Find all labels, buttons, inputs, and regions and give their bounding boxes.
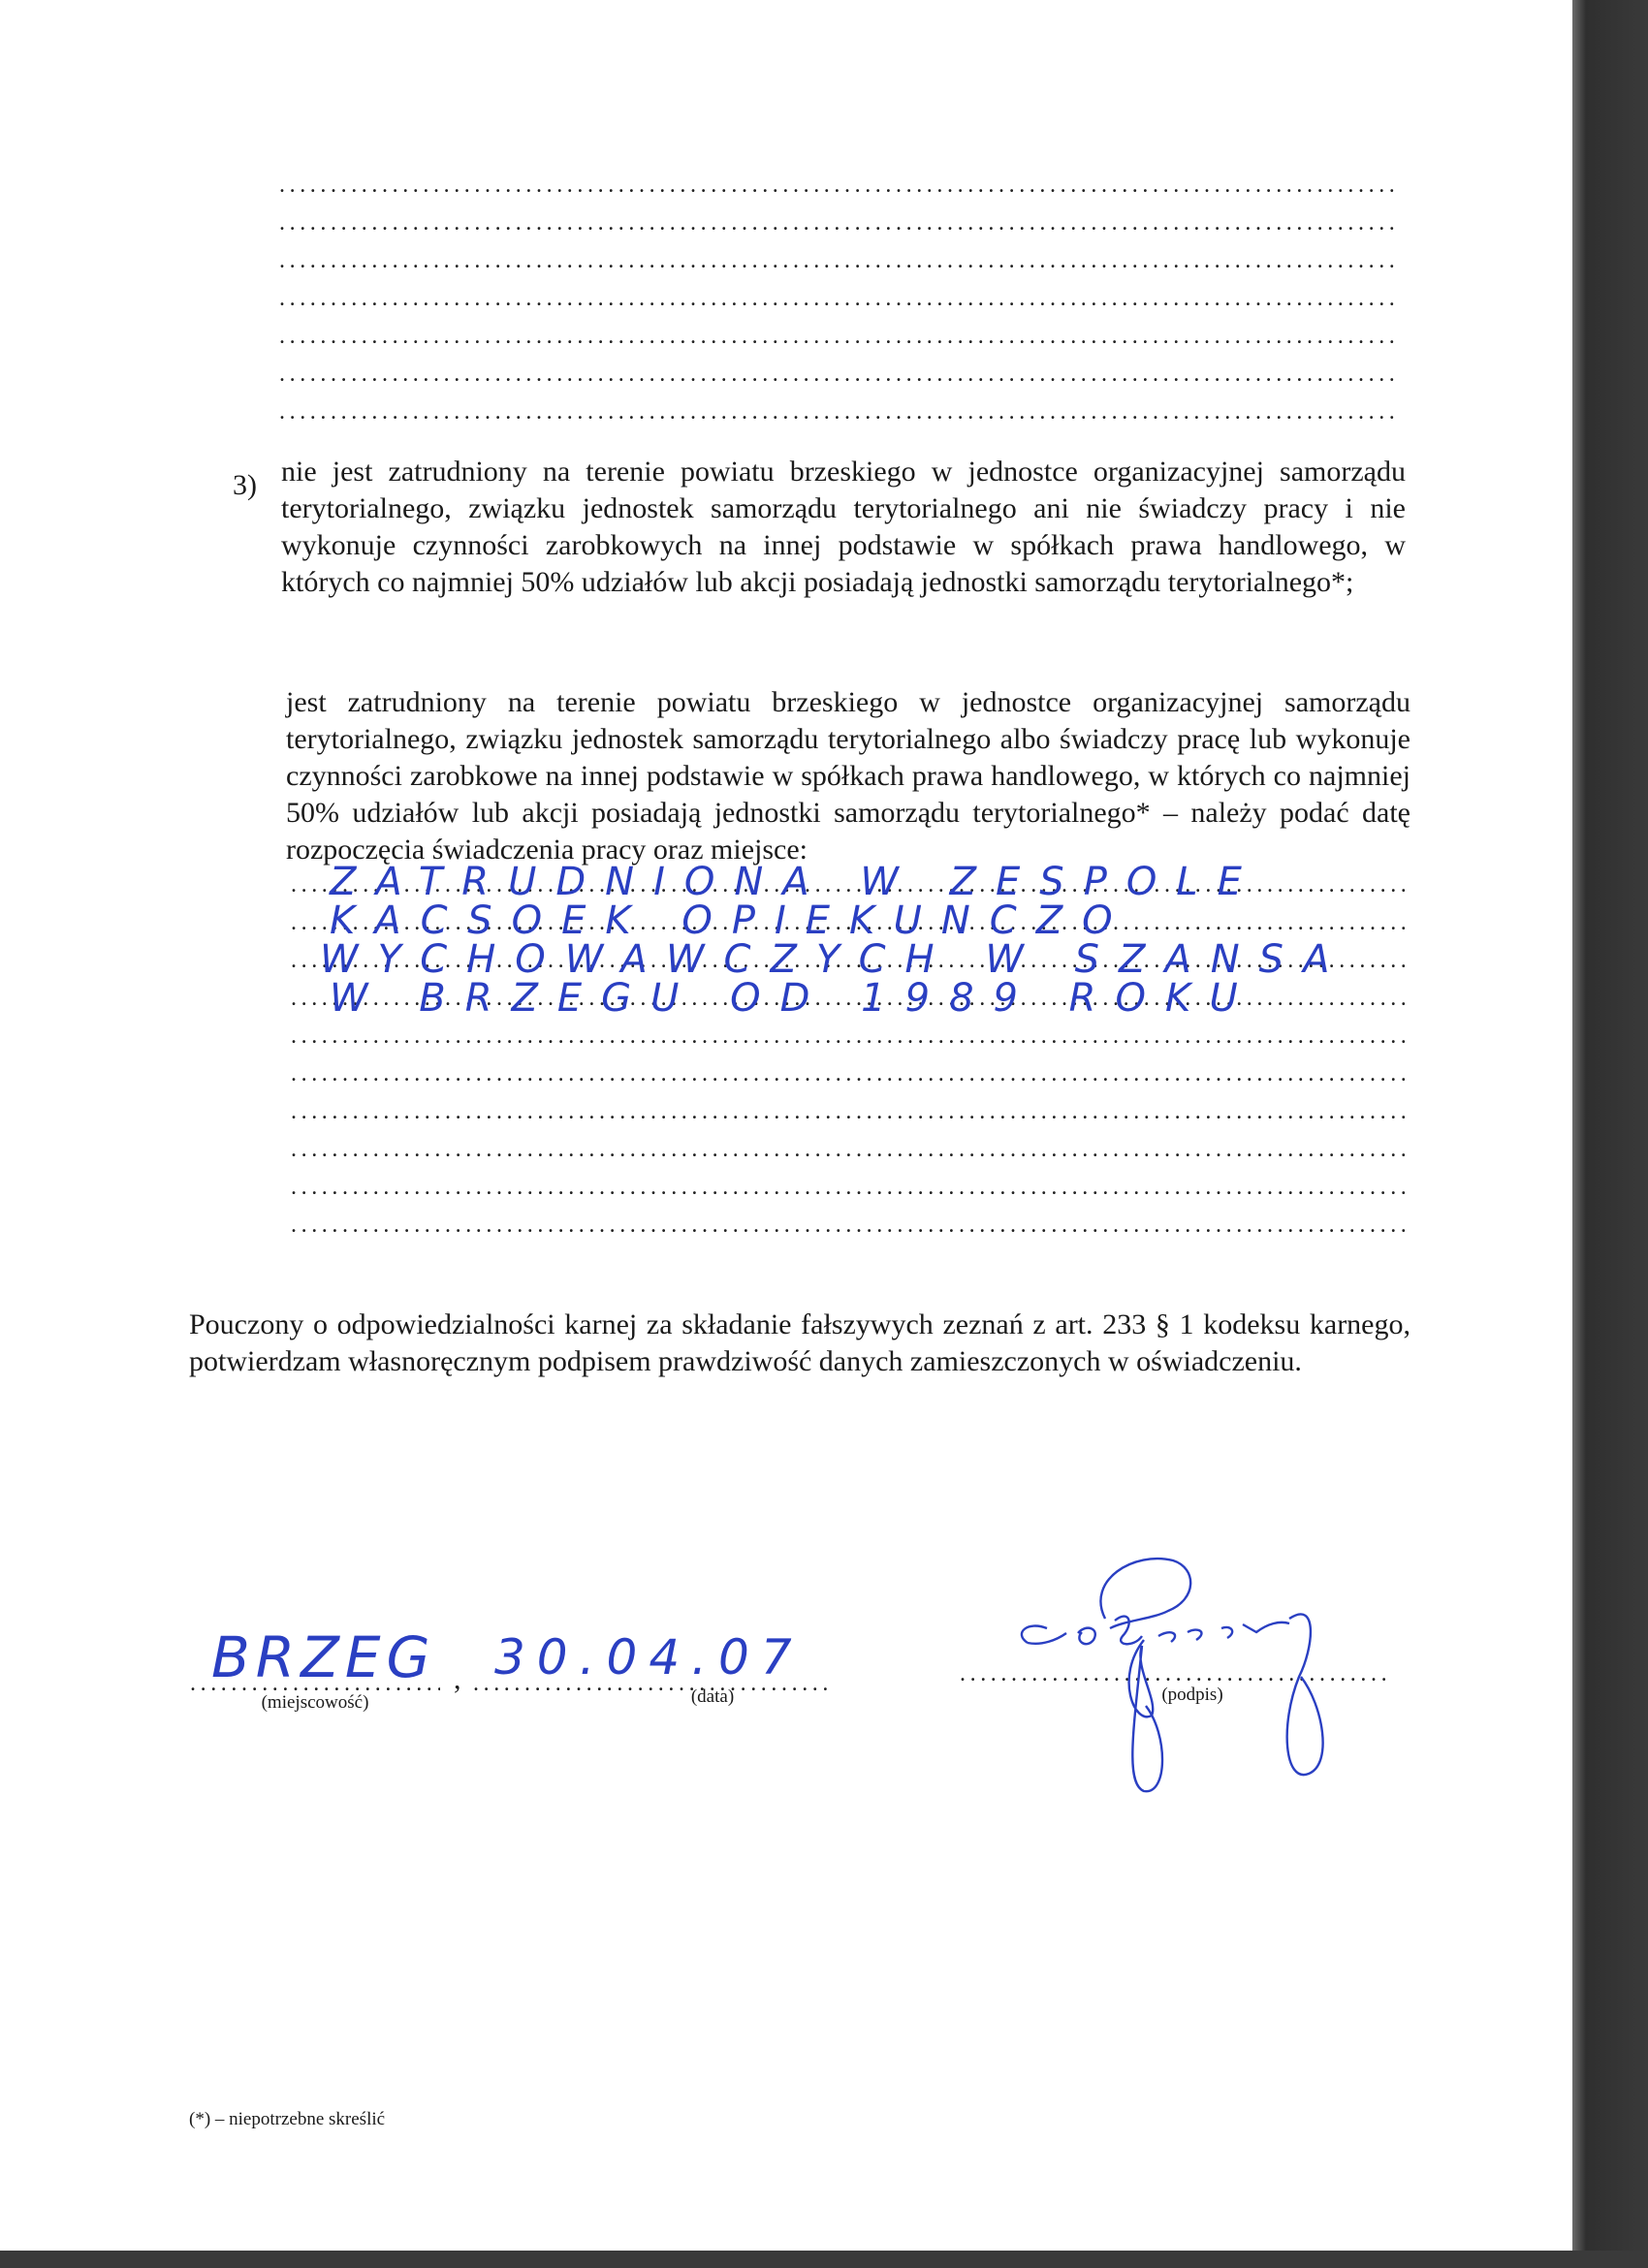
item-3-clause-employed: jest zatrudniony na terenie powiatu brzeskiego w jednostce organizacyjnej samorządu terytorialnego, związku jednostek samorządu terytorialnego albo świadczy pracę lub wykonuje czynności zarobkowe na innej podstawie w spółkach prawa handlowego, w których co najmniej 50% udziałów lub akcji posiadają jednostki samorządu terytorialnego* – należy podać datę rozpoczęcia świadczenia pracy oraz miejsce: [286, 686, 1410, 866]
place-date-separator: , [454, 1663, 461, 1695]
signature-label: (podpis) [1161, 1685, 1223, 1705]
dotted-line [291, 1097, 1406, 1126]
dotted-line [291, 1211, 1406, 1240]
declaration-text: Pouczony o odpowiedzialności karnej za składanie fałszywych zeznań z art. 233 § 1 kodeksu karnego, potwierdzam własnoręcznym podpisem prawdziwość danych zamieszczonych w oświadczeniu. [189, 1308, 1410, 1377]
scan-border-bottom [0, 2251, 1648, 2268]
dotted-line [291, 1173, 1406, 1202]
handwritten-signature [989, 1531, 1396, 1812]
place-handwritten: BRZEG [211, 1624, 436, 1690]
date-handwritten: 30.04.07 [494, 1629, 804, 1685]
dotted-line [279, 397, 1394, 426]
dotted-line [279, 208, 1394, 237]
item-3-number: 3) [233, 469, 257, 501]
dotted-line [291, 1022, 1406, 1051]
footnote: (*) – niepotrzebne skreślić [189, 2109, 386, 2129]
dotted-line [279, 360, 1394, 389]
handwritten-line: WYCHOWAWCZYCH W SZANSA [320, 937, 1349, 982]
handwritten-line: W BRZEGU OD 1989 ROKU [330, 976, 1257, 1021]
dotted-line [279, 246, 1394, 275]
dotted-line [279, 322, 1394, 351]
handwritten-line: KACSOEK OPIEKUNCZO [330, 898, 1132, 943]
date-label: (data) [690, 1686, 735, 1707]
scan-border-right [1572, 0, 1648, 2268]
dotted-line [279, 284, 1394, 313]
dotted-line [291, 1059, 1406, 1088]
place-label: (miejscowość) [261, 1692, 369, 1713]
handwritten-line: ZATRUDNIONA W ZESPOLE [330, 860, 1261, 904]
dotted-line [291, 1135, 1406, 1164]
dotted-line [279, 171, 1394, 200]
item-3-clause-not-employed: nie jest zatrudniony na terenie powiatu brzeskiego w jednostce organizacyjnej samorządu terytorialnego, związku jednostek samorządu terytorialnego ani nie świadczy pracy i nie wykonuje czynności zarobkowych na innej podstawie w spółkach prawa handlowego, w których co najmniej 50% udziałów lub akcji posiadają jednostki samorządu terytorialnego*; [281, 456, 1406, 598]
